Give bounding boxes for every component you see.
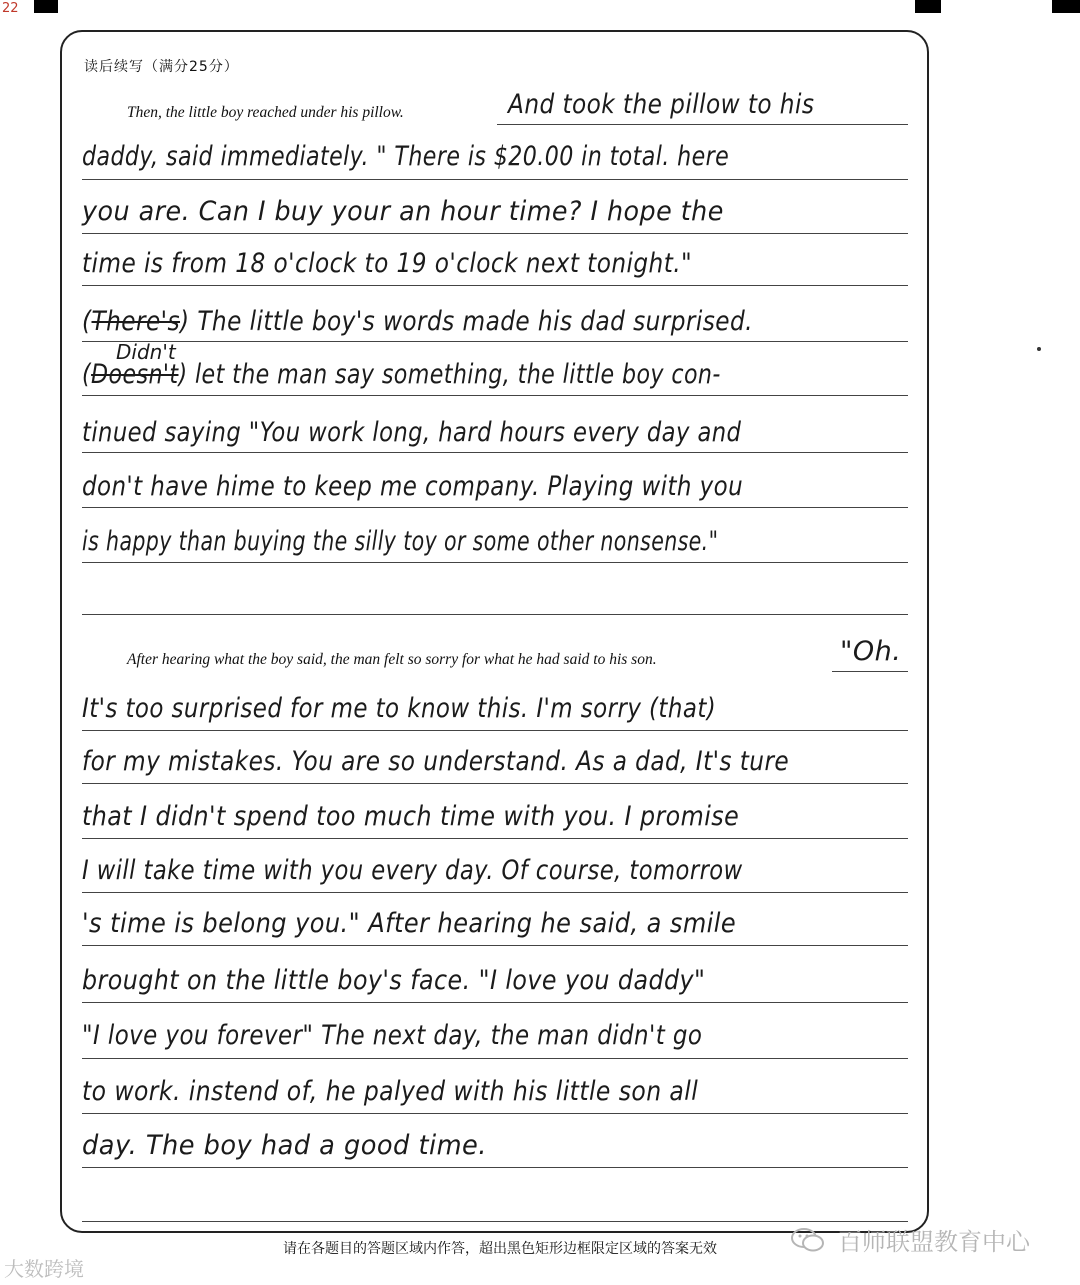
handwritten-text: let the man say something, the little boy con- (194, 359, 721, 390)
struck-word: Doesn't (91, 359, 179, 390)
ruled-line (82, 730, 908, 731)
section-title: 读后续写（满分25分） (84, 59, 239, 75)
ruled-line (82, 179, 908, 180)
handwritten-line: is happy than buying the silly toy or some other nonsense." (82, 526, 719, 557)
ruled-line (82, 892, 908, 893)
ruled-line (82, 452, 908, 453)
ruled-line (832, 671, 908, 672)
ruled-line (497, 124, 908, 125)
paragraph-2-prompt-continuation: "Oh. (840, 636, 902, 667)
handwritten-line: tinued saying "You work long, hard hours every day and (82, 417, 742, 448)
handwritten-line: I will take time with you every day. Of course, tomorrow (82, 855, 743, 886)
ruled-line (82, 1167, 908, 1168)
registration-mark-middle (915, 0, 941, 13)
handwritten-line: It's too surprised for me to know this. I'm sorry (that) (82, 693, 717, 724)
registration-mark-left (34, 0, 58, 13)
watermark-right: 百师联盟教育中心 (838, 1228, 1030, 1256)
ruled-line (82, 285, 908, 286)
ruled-line (82, 395, 908, 396)
handwritten-line: that I didn't spend too much time with you. I promise (82, 801, 740, 832)
handwritten-line: you are. Can I buy your an hour time? I hope the (82, 196, 724, 227)
handwritten-line: to work. instend of, he palyed with his little son all (82, 1076, 699, 1107)
ruled-line (82, 1002, 908, 1003)
side-dot (1037, 347, 1041, 351)
ruled-line (82, 838, 908, 839)
ruled-line (82, 233, 908, 234)
handwritten-line: brought on the little boy's face. "I love you daddy" (82, 965, 706, 996)
handwritten-line: (There's) The little boy's words made his dad surprised. (82, 306, 754, 337)
ruled-line (82, 945, 908, 946)
ruled-line (82, 507, 908, 508)
struck-word: There's (91, 306, 181, 337)
ruled-line (82, 562, 908, 563)
watermark-left: 大数跨境 (4, 1257, 84, 1281)
handwritten-text: The little boy's words made his dad surprised. (197, 306, 754, 337)
paragraph-1-prompt: Then, the little boy reached under his pillow. (127, 104, 404, 121)
handwritten-line: daddy, said immediately. " There is $20.00 in total. here (82, 141, 730, 172)
handwritten-line: "I love you forever" The next day, the man didn't go (82, 1020, 703, 1051)
handwritten-line: (Doesn't) let the man say something, the little boy con- (82, 359, 721, 390)
handwritten-line: 's time is belong you." After hearing he said, a smile (82, 908, 737, 939)
inserted-word: Didn't (116, 340, 176, 364)
ruled-line (82, 341, 908, 342)
ruled-line (82, 1113, 908, 1114)
wechat-icon (790, 1226, 826, 1254)
handwritten-line: don't have hime to keep me company. Playing with you (82, 471, 744, 502)
ruled-line (82, 1058, 908, 1059)
paragraph-1-prompt-continuation: And took the pillow to his (508, 89, 815, 120)
ruled-line (82, 614, 908, 615)
ruled-line (82, 783, 908, 784)
footer-note: 请在各题目的答题区域内作答，超出黑色矩形边框限定区域的答案无效 (283, 1241, 717, 1257)
paragraph-2-prompt: After hearing what the boy said, the man felt so sorry for what he had said to his son. (127, 651, 657, 668)
handwritten-line: for my mistakes. You are so understand. As a dad, It's ture (82, 746, 790, 777)
ruled-line (82, 1221, 908, 1222)
page-number: 22 (2, 1, 19, 16)
handwritten-line: day. The boy had a good time. (82, 1130, 487, 1161)
handwritten-line: time is from 18 o'clock to 19 o'clock next tonight." (82, 248, 693, 279)
registration-mark-right (1052, 0, 1080, 13)
